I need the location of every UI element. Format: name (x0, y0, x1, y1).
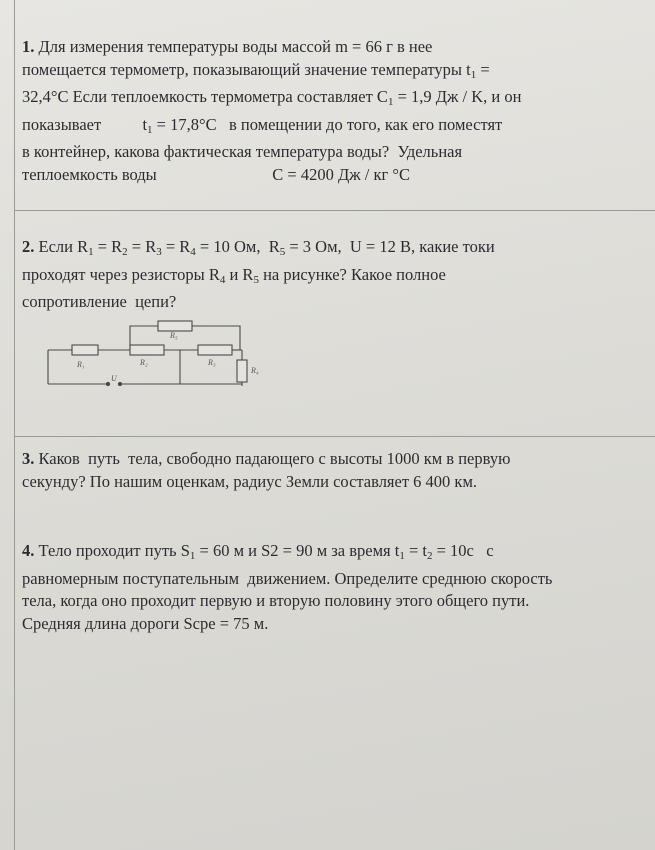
problem-1-line-3: 32,4°C Если теплоемкость термометра составляет C1 = 1,9 Дж / K, и он (22, 87, 522, 108)
problem-3-line-1: 3. Каков путь тела, свободно падающего с высоты 1000 км в первую (22, 449, 511, 468)
label-r3: R₃ (208, 358, 216, 367)
problem-number: 4. (22, 541, 35, 560)
problem-1 (22, 36, 521, 186)
problem-1-line-6: теплоемкость воды C = 4200 Дж / кг °C (22, 164, 410, 184)
problem-1-line-5: в контейнер, какова фактическая температура воды? Удельная (22, 142, 463, 161)
resistor-r4 (237, 360, 247, 382)
resistor-r5 (158, 321, 192, 331)
label-u: U (111, 374, 117, 383)
problem-number: 3. (22, 449, 35, 468)
margin-line (14, 0, 15, 850)
problem-1-line-1: 1. Для измерения температуры воды массой m = 66 г в нее (22, 37, 433, 56)
problem-4-line-1: 4. Тело проходит путь S1 = 60 м и S2 = 90 м за время t1 = t2 = 10c с (22, 541, 494, 562)
problem-number: 2. (22, 237, 35, 256)
terminal-dot (118, 382, 121, 385)
problem-1-line-2: помещается термометр, показывающий значение температуры t1 = (22, 59, 490, 81)
problem-4-line-4: Средняя длина дороги Scpe = 75 м. (22, 613, 269, 633)
problem-1-line-4: показывает t1 = 17,8°C в помещении до того, как его поместят (22, 114, 503, 136)
problem-2-line-2: проходят через резисторы R4 и R5 на рисунке? Какое полное (22, 264, 446, 286)
resistor-r3 (198, 345, 232, 355)
problem-2-line-1: 2. Если R1 = R2 = R3 = R4 = 10 Ом, R5 = 3 Ом, U = 12 В, какие токи (22, 237, 495, 258)
terminal-dot (106, 382, 109, 385)
problem-3-line-2: секунду? По нашим оценкам, радиус Земли составляет 6 400 км. (22, 471, 478, 491)
problem-3 (22, 448, 510, 493)
resistor-r2 (130, 345, 164, 355)
label-r5: R₅ (170, 331, 178, 340)
divider (14, 210, 655, 211)
label-r1: R₁ (77, 360, 85, 369)
problem-2-line-3: сопротивление цепи? (22, 292, 177, 311)
problem-4-line-2: равномерным поступательным движением. Определите среднюю скорость (22, 568, 553, 588)
problem-number: 1. (22, 37, 35, 56)
circuit-diagram (30, 314, 280, 389)
problem-4 (22, 540, 552, 635)
problem-4-line-3: тела, когда оно проходит первую и вторую половину этого общего пути. (22, 591, 530, 610)
resistor-r1 (72, 345, 98, 355)
label-r2: R₂ (140, 358, 148, 367)
problem-2 (22, 236, 495, 314)
label-r4: R₄ (251, 366, 259, 375)
divider (14, 436, 655, 437)
